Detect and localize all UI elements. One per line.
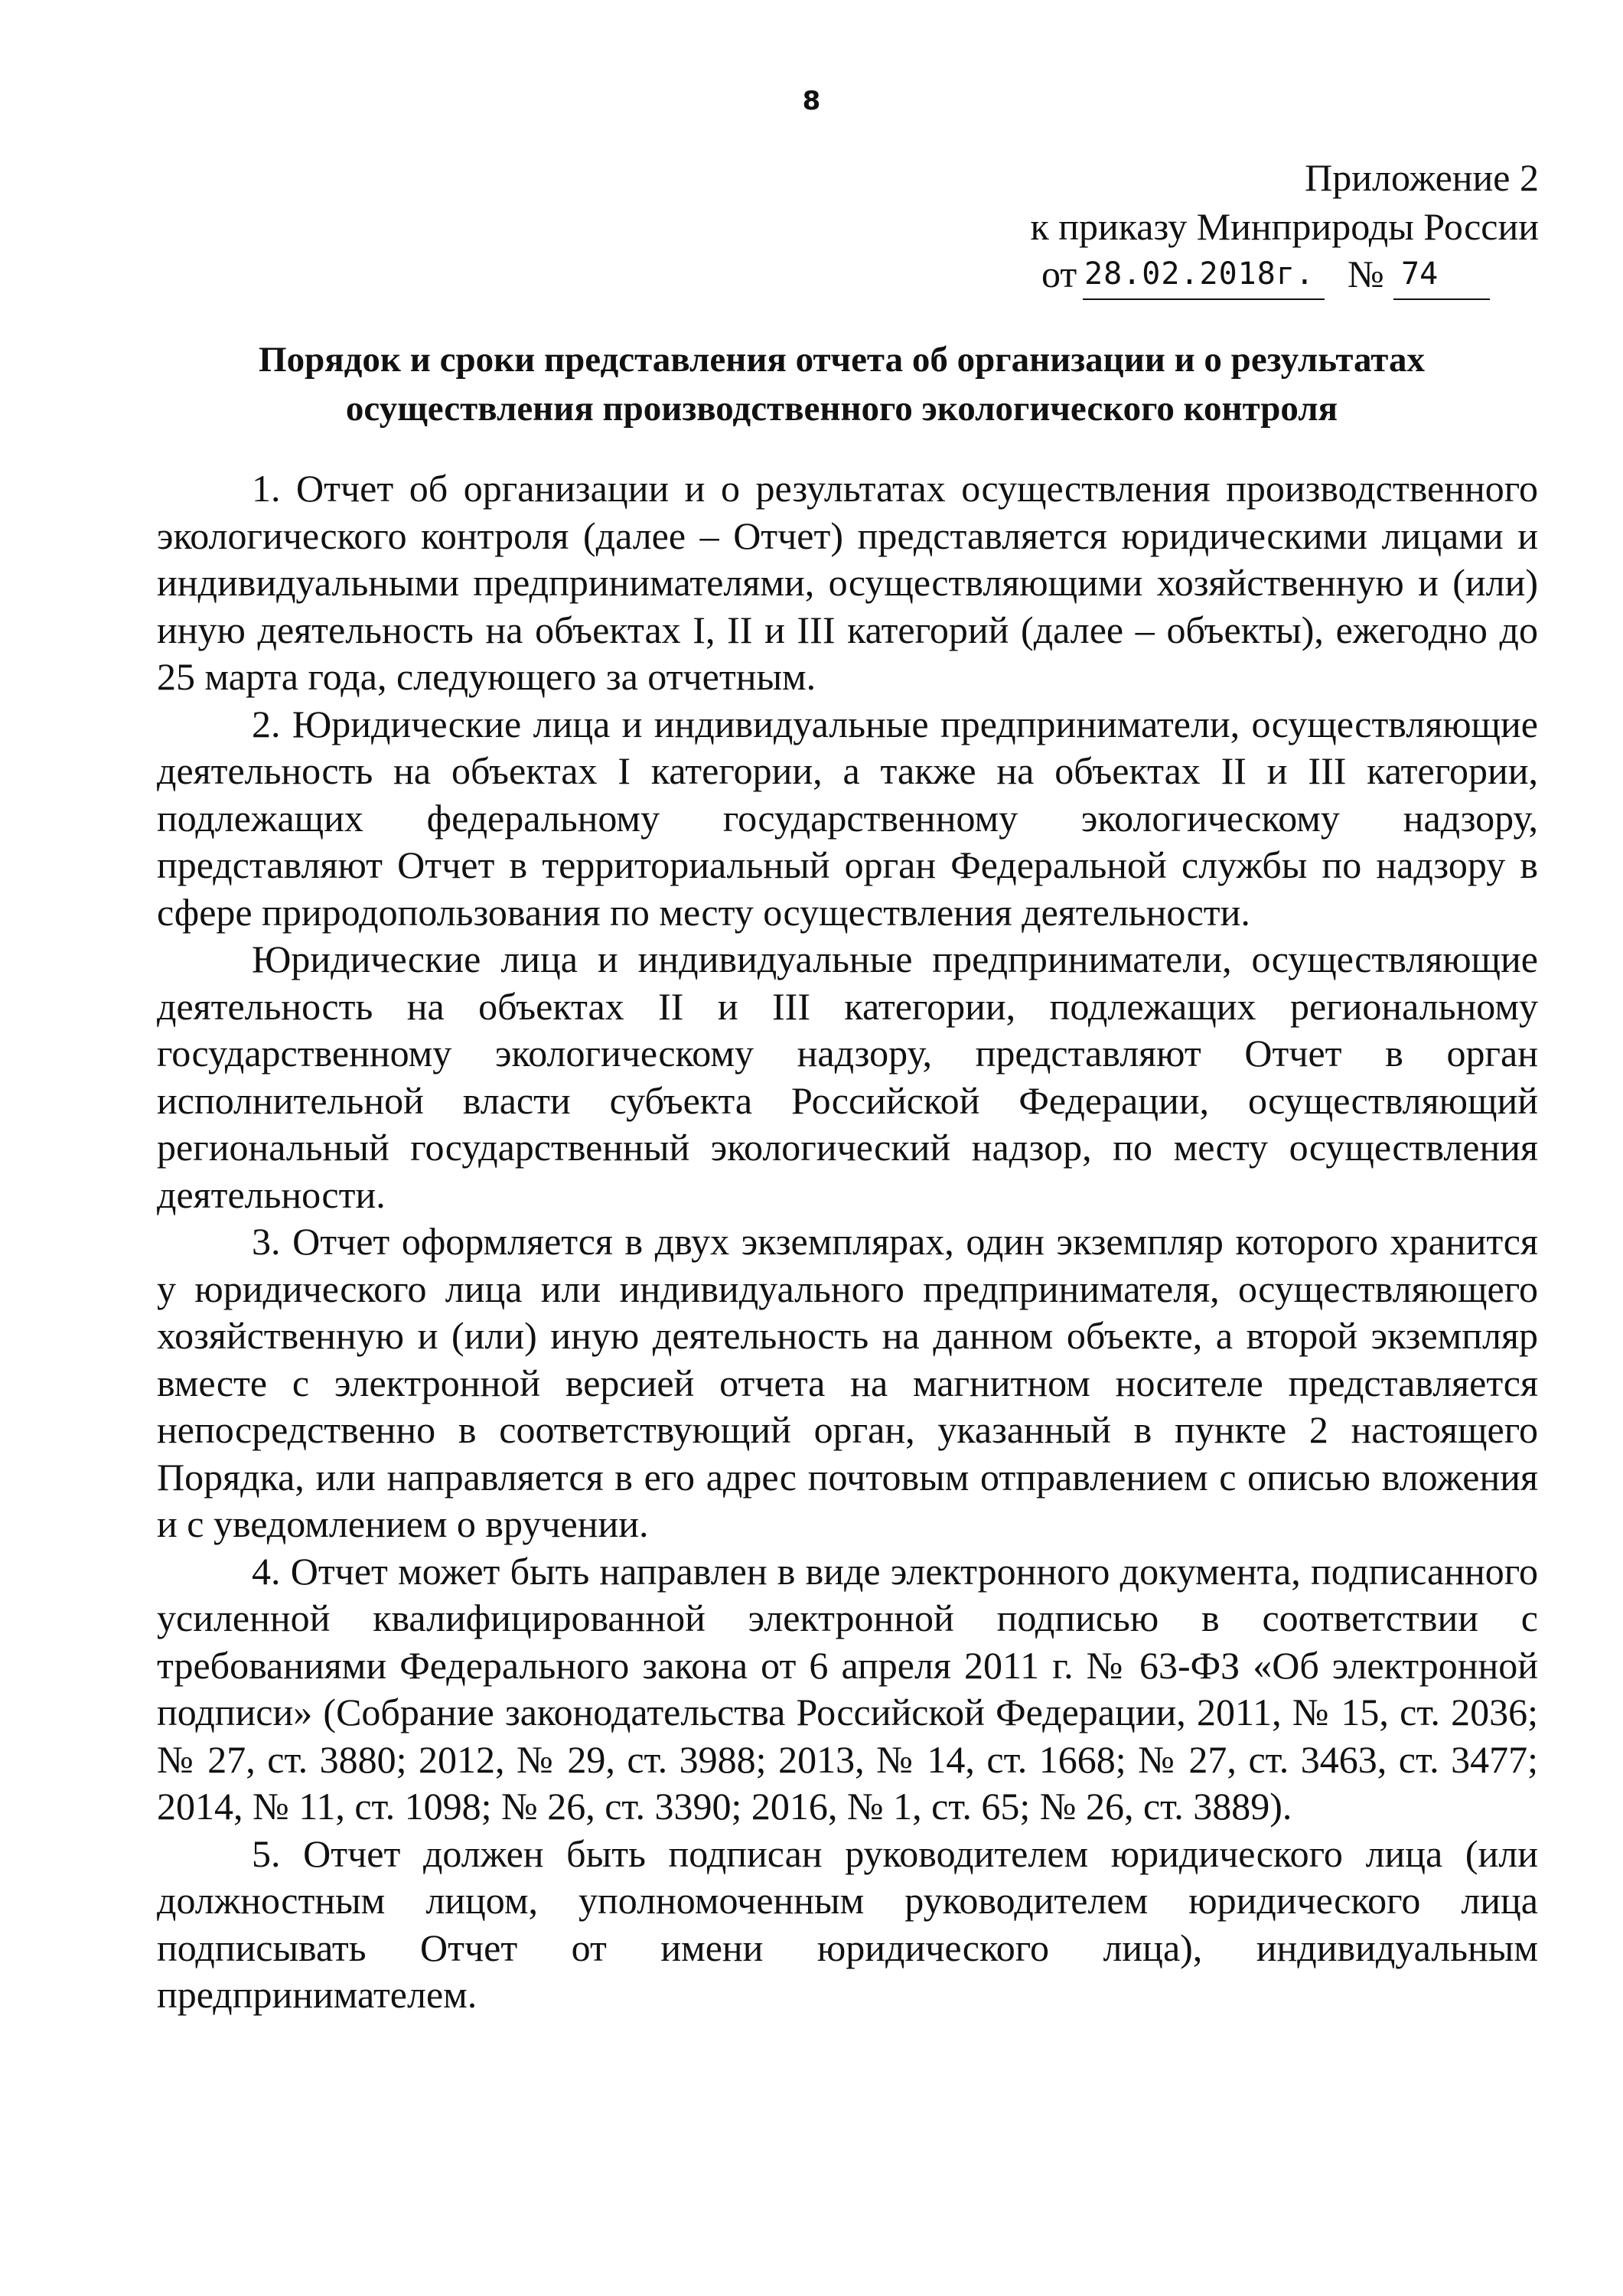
number-underline — [1393, 298, 1490, 300]
body-line: предпринимателем. — [157, 1973, 477, 2016]
document-title — [153, 335, 1530, 433]
body-line: подписывать Отчет от имени юридического лица), индивидуальным — [157, 1926, 1538, 1969]
body-line: сфере природопользования по месту осуществления деятельности. — [157, 890, 1250, 934]
number-sign: № — [1348, 253, 1384, 295]
appendix-date-number — [957, 251, 1539, 303]
body-line: № 27, ст. 3880; 2012, № 29, ст. 3988; 2013, № 14, ст. 1668; № 27, ст. 3463, ст. 3477; — [157, 1737, 1538, 1781]
document-body — [157, 465, 1538, 2019]
body-line: Юридические лица и индивидуальные предприниматели, осуществляющие — [252, 938, 1538, 980]
body-line: 4. Отчет может быть направлен в виде электронного документа, подписанного — [252, 1549, 1538, 1593]
body-line: непосредственно в соответствующий орган, указанный в пункте 2 настоящего — [157, 1408, 1538, 1451]
body-line: иную деятельность на объектах I, II и III категорий (далее – объекты), ежегодно до — [157, 608, 1538, 651]
body-line: Порядка, или направляется в его адрес почтовым отправлением с описью вложения — [157, 1455, 1538, 1499]
page-number: 8 — [802, 86, 821, 116]
order-date: 28.02.2018г. — [1084, 256, 1315, 292]
body-line: подписи» (Собрание законодательства Российской Федерации, 2011, № 15, ст. 2036; — [157, 1691, 1538, 1733]
body-line: и с уведомлением о вручении. — [157, 1502, 649, 1545]
body-line: 25 марта года, следующего за отчетным. — [157, 655, 816, 698]
title-line: осуществления производственного экологического контроля — [345, 389, 1338, 429]
appendix-title: Приложение 2 — [1305, 156, 1539, 199]
body-line: подлежащих федеральному государственному экологическому надзору, — [157, 796, 1538, 840]
body-line: у юридического лица или индивидуального предпринимателя, осуществляющего — [157, 1267, 1538, 1310]
body-line: 5. Отчет должен быть подписан руководителем юридического лица (или — [252, 1831, 1538, 1875]
body-line: деятельности. — [157, 1172, 386, 1216]
body-line: хозяйственную и (или) иную деятельность на данном объекте, а второй экземпляр — [157, 1314, 1538, 1357]
body-line: усиленной квалифицированной электронной подписью в соответствии с — [157, 1596, 1538, 1639]
body-line: требованиями Федерального закона от 6 апреля 2011 г. № 63-ФЗ «Об электронной — [157, 1643, 1538, 1687]
appendix-header — [957, 153, 1539, 303]
body-line: 3. Отчет оформляется в двух экземплярах, один экземпляр которого хранится — [252, 1220, 1538, 1263]
body-line: экологического контроля (далее – Отчет) представляется юридическими лицами и — [157, 514, 1538, 557]
date-underline — [1083, 298, 1325, 300]
body-line: 2. Юридические лица и индивидуальные предприниматели, осуществляющие — [252, 702, 1538, 745]
date-prefix: от — [1041, 253, 1077, 295]
title-line: Порядок и сроки представления отчета об организации и о результатах — [259, 340, 1425, 380]
body-line: вместе с электронной версией отчета на магнитном носителе представляется — [157, 1361, 1538, 1404]
body-line: деятельность на объектах II и III категории, подлежащих региональному — [157, 984, 1538, 1028]
body-line: должностным лицом, уполномоченным руководителем юридического лица — [157, 1879, 1538, 1922]
body-line: 1. Отчет об организации и о результатах осуществления производственного — [252, 467, 1538, 510]
body-line: государственному экологическому надзору, представляют Отчет в орган — [157, 1032, 1538, 1075]
body-line: исполнительной власти субъекта Российской Федерации, осуществляющий — [157, 1078, 1538, 1122]
body-line: представляют Отчет в территориальный орган Федеральной службы по надзору в — [157, 843, 1538, 886]
body-line: 2014, № 11, ст. 1098; № 26, ст. 3390; 2016, № 1, ст. 65; № 26, ст. 3889). — [157, 1785, 1292, 1828]
order-number: 74 — [1401, 256, 1439, 292]
body-line: региональный государственный экологический надзор, по месту осуществления — [157, 1126, 1538, 1169]
body-line: индивидуальными предпринимателями, осуществляющими хозяйственную и (или) — [157, 561, 1538, 604]
body-line: деятельность на объектах I категории, а также на объектах II и III категории, — [157, 749, 1538, 792]
appendix-order-ref: к приказу Минприроды России — [1030, 205, 1539, 248]
